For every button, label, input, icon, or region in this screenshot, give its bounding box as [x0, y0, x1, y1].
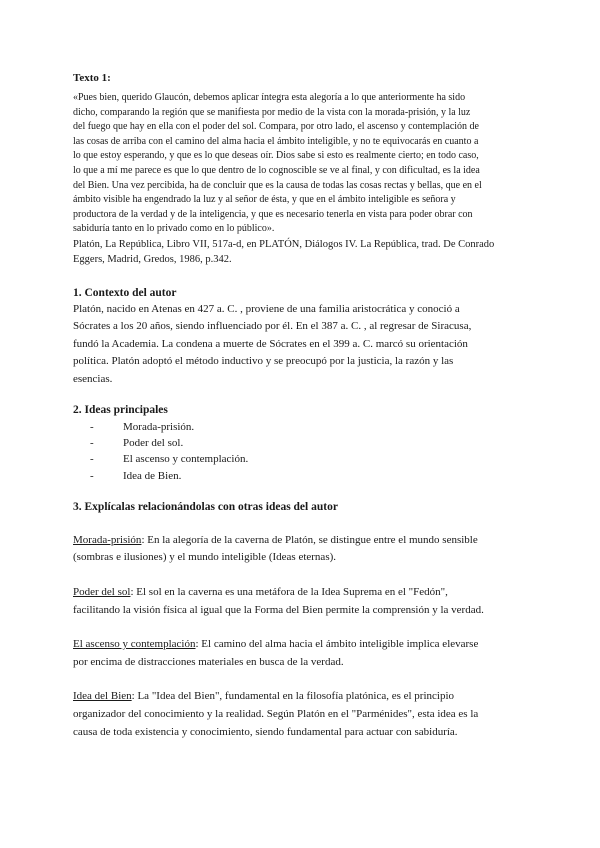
- term-idea-del-bien: Idea del Bien: [73, 690, 132, 703]
- list-item-label: El ascenso y contemplación.: [123, 453, 249, 466]
- bullet-dash: -: [90, 437, 94, 450]
- citation-line: Eggers, Madrid, Gredos, 1986, p.342.: [73, 253, 232, 265]
- context-line: fundó la Academia. La condena a muerte de Sócrates en el 399 a. C. marcó su orientación: [73, 337, 468, 350]
- context-line: política. Platón adoptó el método inductivo y se preocupó por la justicia, la razón y las: [73, 355, 454, 368]
- quote-line: del Bien. Una vez percibida, ha de concluir que es la causa de todas las cosas rectas y bellas, que en el: [73, 179, 482, 191]
- explanation-poder-del-sol: [73, 584, 529, 619]
- quote-line: las cosas de arriba con el camino del alma hacia el ámbito inteligible, y no te equivocarás en cuanto a: [73, 135, 479, 147]
- quote-line: productora de la verdad y de la inteligencia, y que es necesario tenerla en vista para poder obrar con: [73, 208, 473, 220]
- list-item-label: Morada-prisión.: [123, 420, 195, 433]
- citation: [73, 237, 529, 267]
- ideas-list: [73, 419, 529, 484]
- explanation-text: facilitando la visión física al igual que la Forma del Bien permite la comprensión y la verdad.: [73, 603, 484, 616]
- term-ascenso: El ascenso y contemplación: [73, 638, 196, 651]
- section-heading-context: 1. Contexto del autor: [73, 286, 177, 299]
- term-poder-del-sol: Poder del sol: [73, 585, 131, 598]
- term-morada-prision: Morada-prisión: [73, 533, 142, 546]
- bullet-dash: -: [90, 453, 94, 466]
- context-line: Platón, nacido en Atenas en 427 a. C. , proviene de una familia aristocrática y conoció a: [73, 302, 460, 315]
- quote-line: lo que a mí me parece es que lo que dentro de lo cognoscible se ve al final, y con dificultad, es la idea: [73, 164, 480, 176]
- section-heading-explain: 3. Explícalas relacionándolas con otras ideas del autor: [73, 500, 338, 513]
- context-line: esencias.: [73, 372, 113, 385]
- explanation-text: : El camino del alma hacia el ámbito inteligible implica elevarse: [195, 638, 479, 651]
- quote-line: del fuego que hay en ella con el poder del sol. Compara, por otro lado, el ascenso y contemplación de: [73, 121, 479, 133]
- explanation-idea-del-bien: [73, 688, 529, 741]
- quote-line: ámbito visible ha engendrado la luz y al señor de ésta, y que en el ámbito inteligible es señora y: [73, 194, 456, 206]
- list-item: [90, 419, 529, 435]
- explanation-text: (sombras e ilusiones) y el mundo inteligible (Ideas eternas).: [73, 551, 337, 564]
- texto-title: Texto 1:: [73, 72, 111, 84]
- author-context-paragraph: [73, 301, 529, 388]
- explanation-text: : La "Idea del Bien", fundamental en la filosofía platónica, es el principio: [131, 690, 455, 703]
- quote-line: lo que estoy esperando, y que es lo que deseas oír. Dios sabe si esto es realmente cierto; en todo caso,: [73, 150, 479, 162]
- explanation-text: : En la alegoría de la caverna de Platón, se distingue entre el mundo sensible: [141, 533, 478, 546]
- explanation-ascenso: [73, 636, 529, 671]
- explanation-morada-prision: [73, 532, 529, 567]
- explanation-text: : El sol en la caverna es una metáfora de la Idea Suprema en el "Fedón",: [130, 585, 448, 598]
- context-line: Sócrates a los 20 años, siendo influenciado por él. En el 387 a. C. , al regresar de Siracusa,: [73, 320, 472, 333]
- quote-line: sabiduría tanto en lo privado como en lo público».: [73, 223, 275, 235]
- explanation-text: causa de toda existencia y conocimiento, siendo fundamental para actuar con sabiduría.: [73, 725, 458, 738]
- list-item-label: Poder del sol.: [123, 437, 184, 450]
- document-page: [73, 71, 529, 741]
- list-item: [90, 435, 529, 451]
- section-heading-ideas: 2. Ideas principales: [73, 403, 168, 416]
- explanation-text: organizador del conocimiento y la realidad. Según Platón en el "Parménides", esta idea es la: [73, 707, 479, 720]
- explanation-text: por encima de distracciones materiales en busca de la verdad.: [73, 655, 344, 668]
- quote-line: «Pues bien, querido Glaucón, debemos aplicar íntegra esta alegoría a lo que anteriormente ha sido: [73, 92, 466, 103]
- citation-line: Platón, La República, Libro VII, 517a-d, en PLATÓN, Diálogos IV. La República, trad. De Conrado: [73, 238, 495, 250]
- list-item: [90, 451, 529, 467]
- quote-line: dicho, comparando la región que se manifiesta por medio de la vista con la morada-prisión, y la luz: [73, 106, 471, 118]
- list-item: [90, 468, 529, 484]
- list-item-label: Idea de Bien.: [123, 469, 182, 482]
- bullet-dash: -: [90, 420, 94, 433]
- quote: [73, 91, 529, 237]
- bullet-dash: -: [90, 469, 94, 482]
